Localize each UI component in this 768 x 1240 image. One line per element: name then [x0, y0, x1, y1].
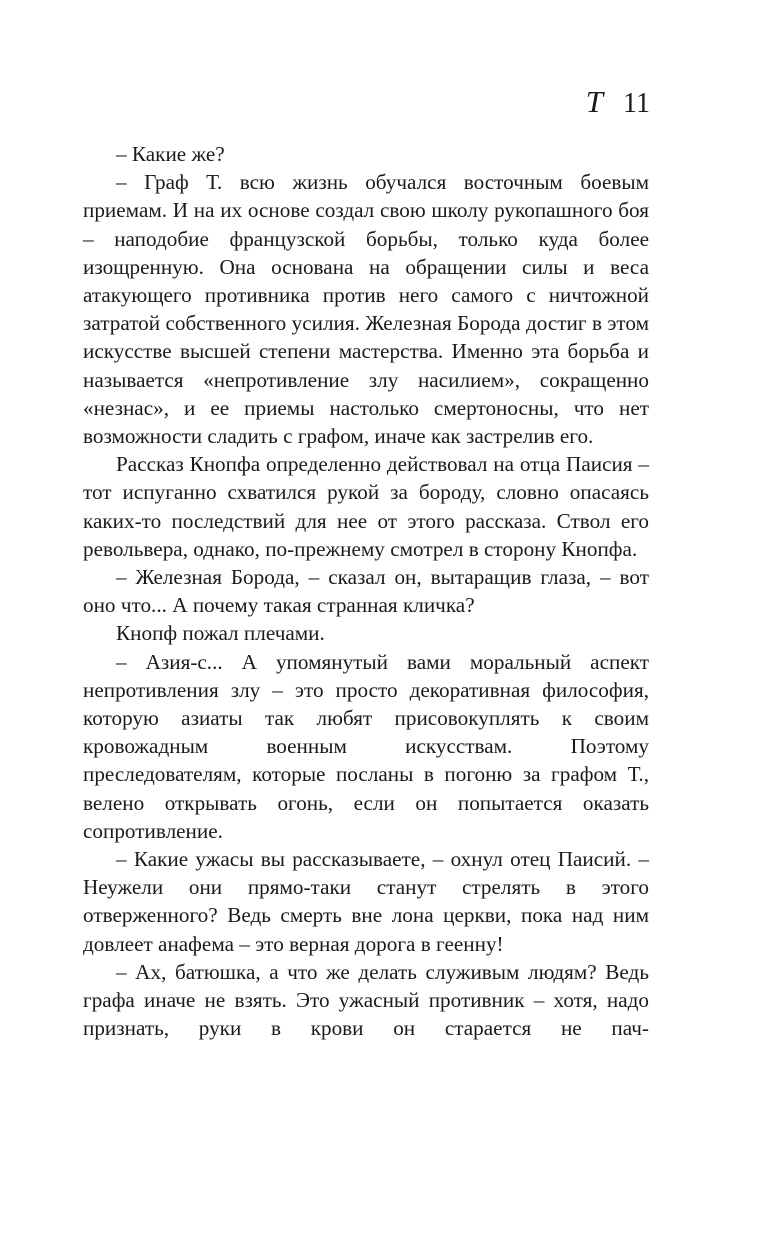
- page-number: 11: [623, 88, 650, 119]
- paragraph-8: – Ах, батюшка, а что же делать служивым людям? Ведь графа иначе не взять. Это ужасный противник – хотя, надо признать, руки в крови он старается не пач-: [83, 959, 649, 1041]
- paragraph-1: – Какие же?: [116, 142, 225, 166]
- paragraph-5: Кнопф пожал плечами.: [116, 621, 325, 646]
- paragraph-6: – Азия-с... А упомянутый вами моральный аспект непротивления злу – это просто декоративная философия, которую азиаты так любят присовокуплять к своим кровожадным военным искусствам. Поэтому преследователям, которые посланы в погоню за графом Т., велено открывать огонь, если он попытается оказать сопротивление.: [83, 649, 649, 843]
- paragraph-2: – Граф Т. всю жизнь обучался восточным боевым приемам. И на их основе создал свою школу рукопашного боя – наподобие французской борьбы, только куда более изощренную. Она основана на обращении силы и веса атакующего противника против него самого с ничтожной затратой собственного усилия. Железная Борода достиг в этом искусстве высшей степени мастерства. Именно эта борьба и называется «непротивление злу насилием», сокращенно «незнас», и ее приемы настолько смертоносны, что нет возможности сладить с графом, иначе как застрелив его.: [83, 170, 649, 449]
- paragraph-3: Рассказ Кнопфа определенно действовал на отца Паисия – тот испуганно схватился рукой за бороду, словно опасаясь каких-то последствий для нее от этого рассказа. Ствол его револьвера, однако, по-прежнему смотрел в сторону Кнопфа.: [83, 452, 649, 561]
- body-text: [83, 140, 649, 1043]
- running-header: [586, 84, 650, 120]
- running-title: T: [585, 84, 604, 119]
- paragraph-4: – Железная Борода, – сказал он, вытаращив глаза, – вот оно что... А почему такая странная кличка?: [83, 565, 649, 618]
- paragraph-7: – Какие ужасы вы рассказываете, – охнул отец Паисий. – Неужели они прямо-таки станут стрелять в этого отверженного? Ведь смерть вне лона церкви, пока над ним довлеет анафема – это верная дорога в геенну!: [83, 847, 649, 956]
